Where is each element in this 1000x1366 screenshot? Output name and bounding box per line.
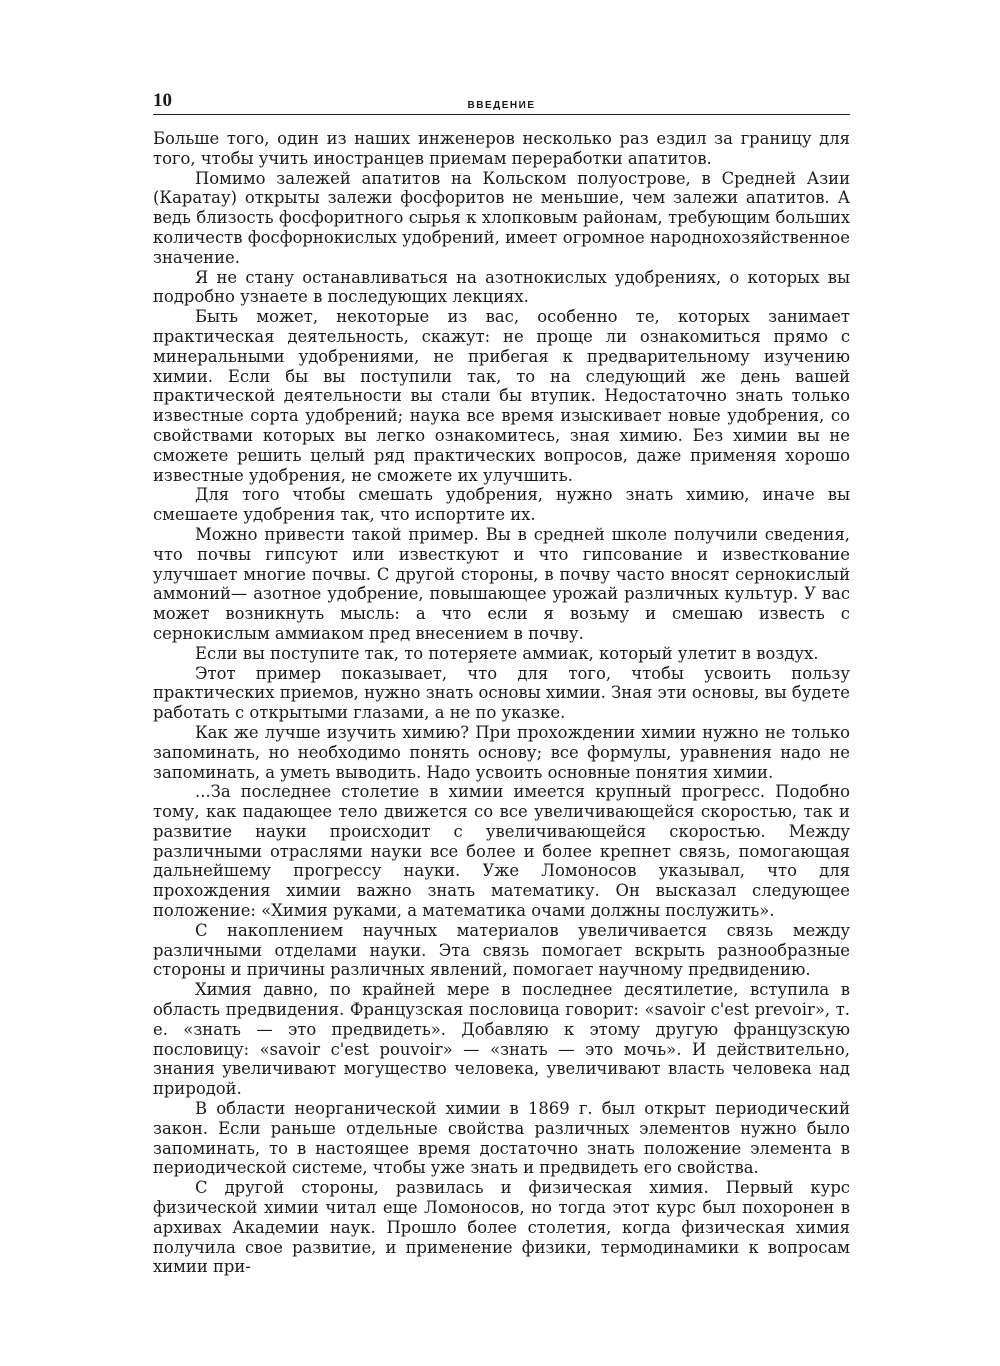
paragraph: Можно привести такой пример. Вы в средней школе получили сведения, что почвы гипсуют или известкуют и что гипсование и известкование улучшает многие почвы. С другой стороны, в почву часто вносят сернокислый аммоний— азотное удобрение, повышающее урожай различных культур. У вас может возникнуть мысль: а что если я возьму и смешаю известь с сернокислым аммиаком пред внесением в почву. [153,524,850,643]
paragraph: Как же лучше изучить химию? При прохождении химии нужно не только запоминать, но необходимо понять основу; все формулы, уравнения надо не запоминать, а уметь выводить. Надо усвоить основные понятия химии. [153,722,850,782]
paragraph: Помимо залежей апатитов на Кольском полуострове, в Средней Азии (Каратау) открыты залежи фосфоритов не меньшие, чем залежи апатитов. А ведь близость фосфоритного сырья к хлопковым районам, требующим больших количеств фосфорнокислых удобрений, имеет огромное народнохозяйственное значение. [153,168,850,267]
paragraph: Химия давно, по крайней мере в последнее десятилетие, вступила в область предвидения. Французская пословица говорит: «savoir c'est prevoir», т. е. «знать — это предвидеть». Добавляю к этому другую французскую пословицу: «savoir c'est pouvoir» — «знать — это мочь». И действительно, знания увеличивают могущество человека, увеличивают власть человека над природой. [153,980,850,1099]
page-header [153,92,850,115]
paragraph: Быть может, некоторые из вас, особенно те, которых занимает практическая деятельность, скажут: не проще ли ознакомиться прямо с минеральными удобрениями, не прибегая к предварительному изучению химии. Если бы вы поступили так, то на следующий же день вашей практической деятельности вы стали бы втупик. Недостаточно знать только известные сорта удобрений; наука все время изыскивает новые удобрения, со свойствами которых вы легко ознакомитесь, зная химию. Без химии вы не сможете решить целый ряд практических вопросов, даже применяя хорошо известные удобрения, не сможете их улучшить. [153,307,850,485]
paragraph: Я не стану останавливаться на азотнокислых удобрениях, о которых вы подробно узнаете в последующих лекциях. [153,267,850,307]
paragraph: Для того чтобы смешать удобрения, нужно знать химию, иначе вы смешаете удобрения так, что испортите их. [153,485,850,525]
paragraph: Если вы поступите так, то потеряете аммиак, который улетит в воздух. [195,643,819,663]
paragraph: Больше того, один из наших инженеров несколько раз ездил за границу для того, чтобы учить иностранцев приемам переработки апатитов. [153,129,850,168]
paragraph: С другой стороны, развилась и физическая химия. Первый курс физической химии читал еще Ломоносов, но тогда этот курс был похоронен в архивах Академии наук. Прошло более столетия, когда физическая химия получила свое развитие, и применение физики, термодинамики к вопросам химии при- [153,1178,850,1277]
paragraph: С накоплением научных материалов увеличивается связь между различными отделами науки. Эта связь помогает вскрыть разнообразные стороны и причины различных явлений, помогает научному предвидению. [153,920,850,980]
running-head: ВВЕДЕНИЕ [467,100,536,111]
paragraph: Этот пример показывает, что для того, чтобы усвоить пользу практических приемов, нужно знать основы химии. Зная эти основы, вы будете работать с открытыми глазами, а не по указке. [153,663,850,723]
page-body [153,129,850,1277]
paragraph: ...За последнее столетие в химии имеется крупный прогресс. Подобно тому, как падающее тело движется со все увеличивающейся скоростью, так и развитие науки происходит с увеличивающейся скоростью. Между различными отраслями науки все более и более крепнет связь, помогающая дальнейшему прогрессу науки. Уже Ломоносов указывал, что для прохождения химии важно знать математику. Он высказал следующее положение: «Химия руками, а математика очами должны послужить». [153,782,850,921]
paragraph: В области неорганической химии в 1869 г. был открыт периодический закон. Если раньше отдельные свойства различных элементов нужно было запоминать, то в настоящее время достаточно знать положение элемента в периодической системе, чтобы уже знать и предвидеть его свойства. [153,1099,850,1178]
page-number: 10 [153,90,172,111]
